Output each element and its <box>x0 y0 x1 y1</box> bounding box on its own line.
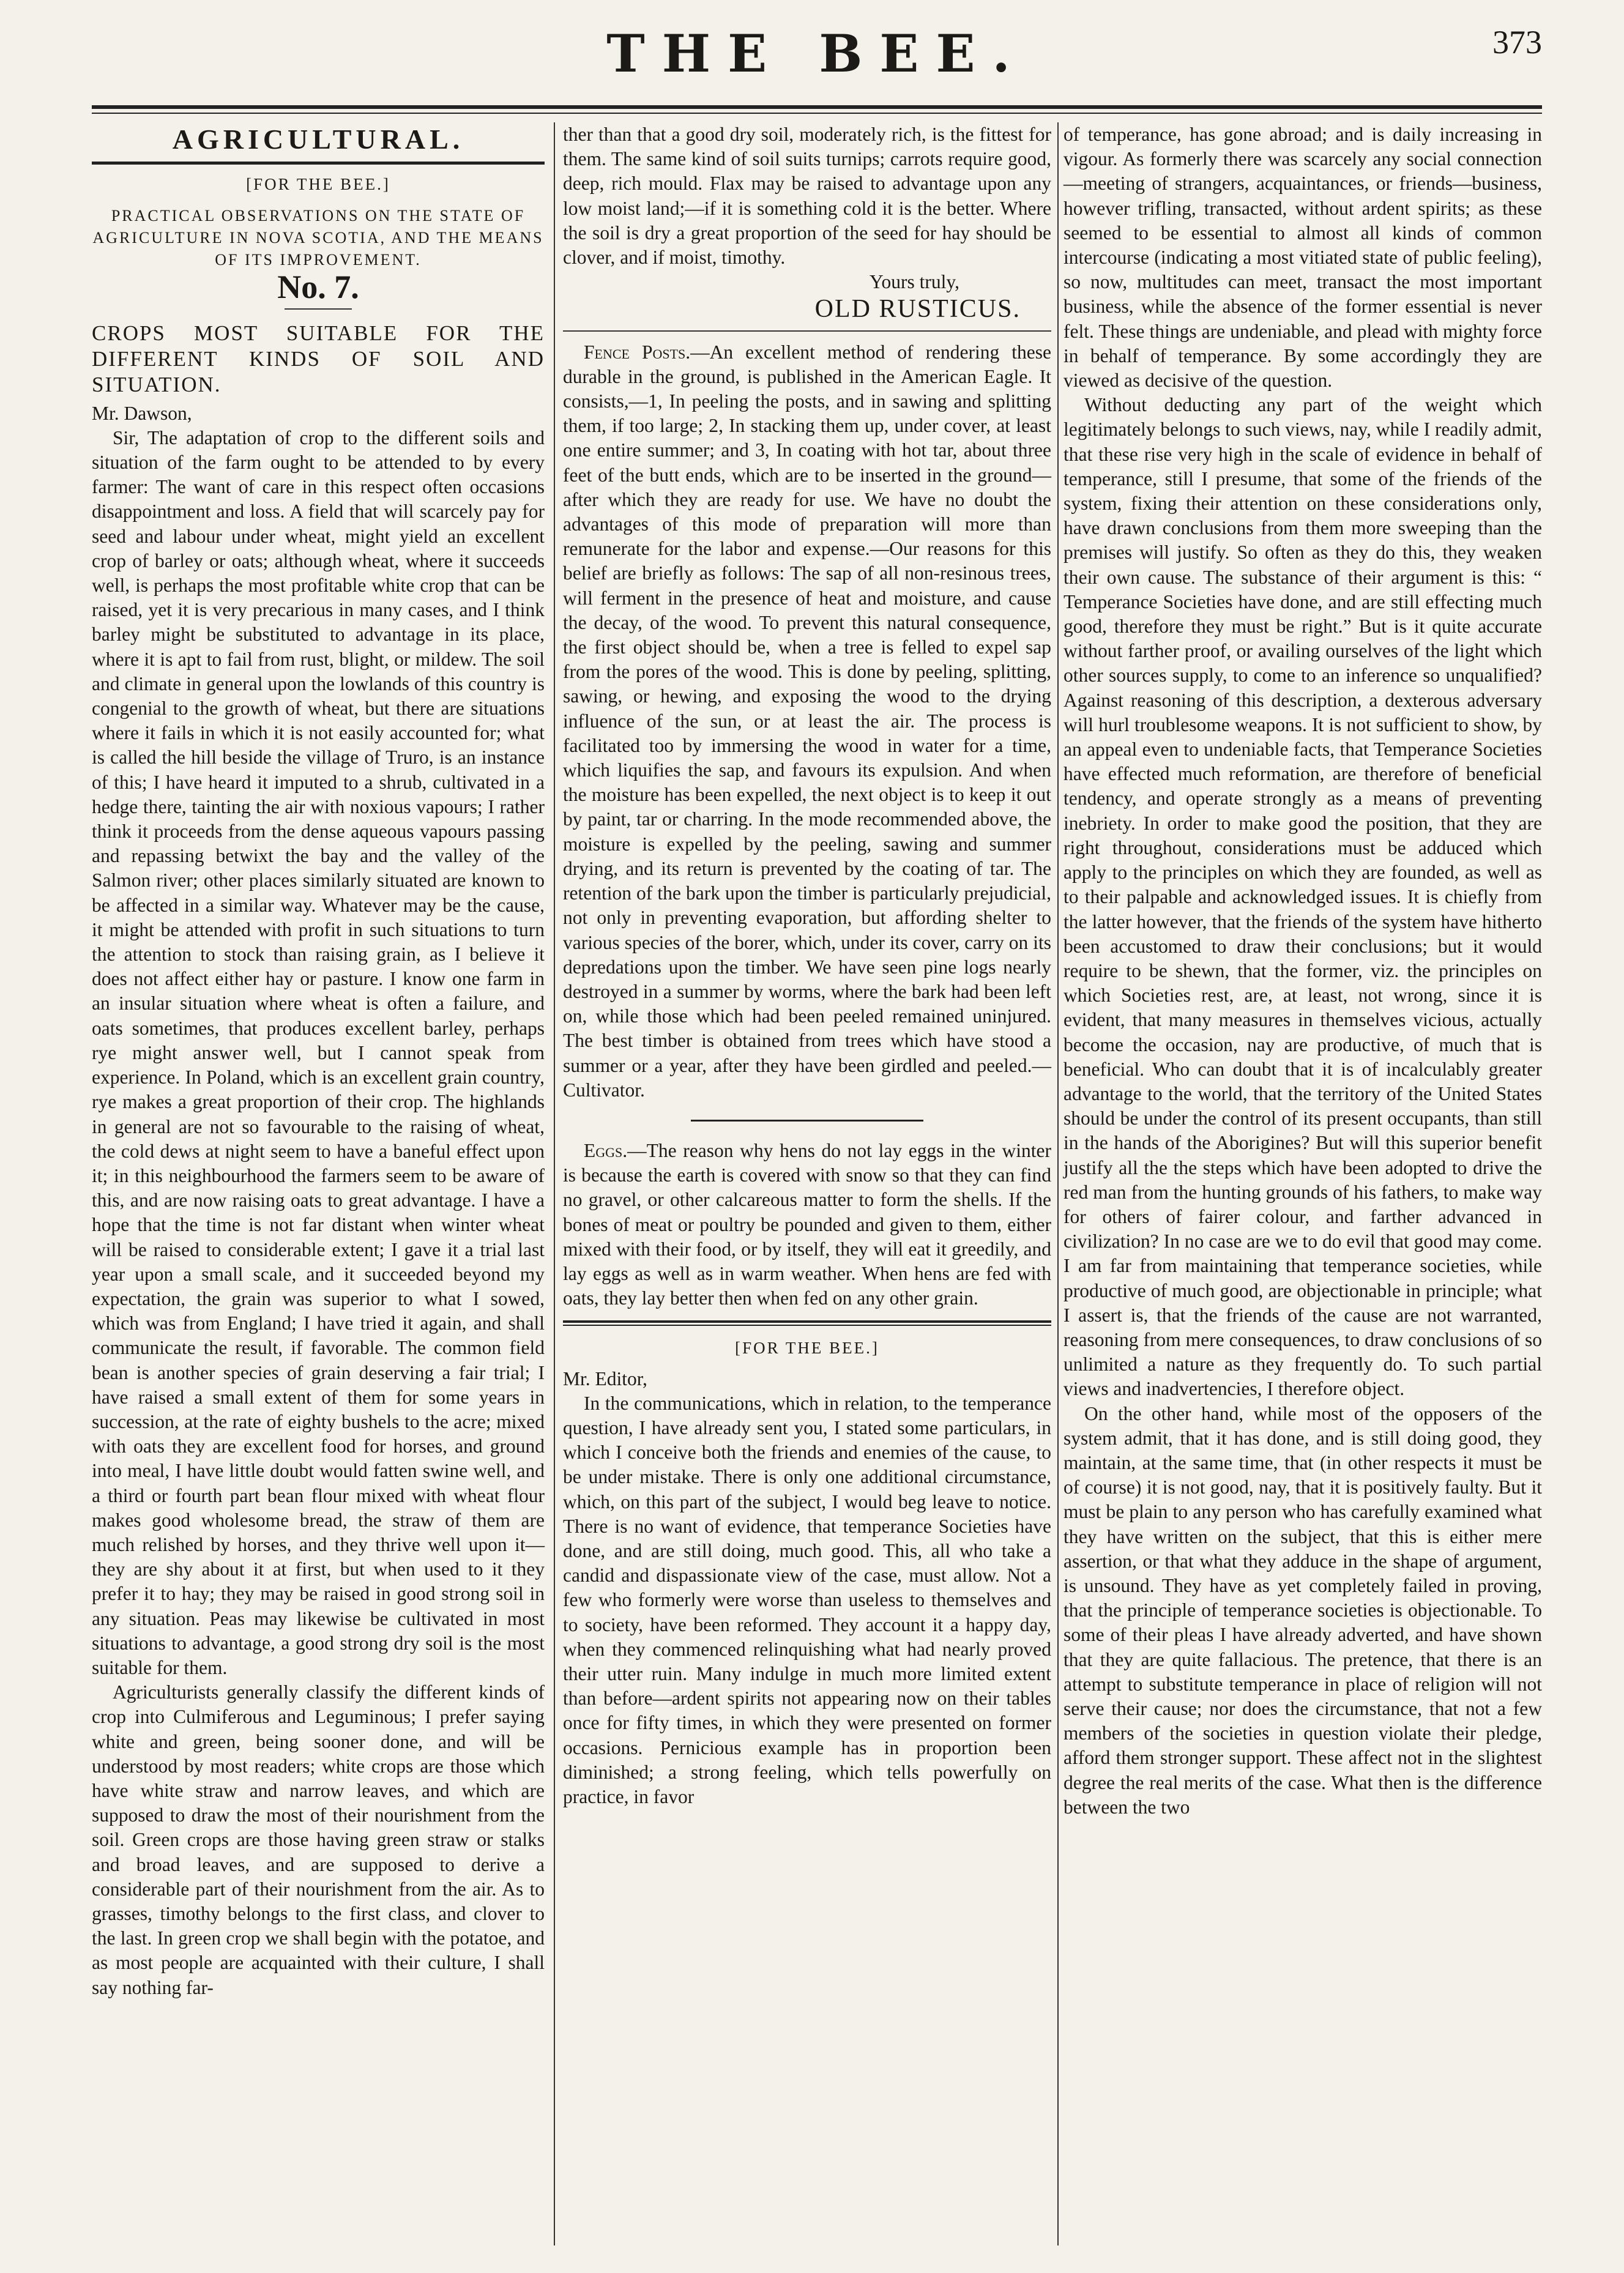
divider <box>691 1120 923 1122</box>
fence-posts-title: Fence Posts. <box>584 341 691 363</box>
for-the-bee-label: [FOR THE BEE.] <box>735 1339 879 1358</box>
article-heading: CROPS MOST SUITABLE FOR THE DIFFERENT KINDS OF SOIL AND SITUATION. <box>92 321 545 396</box>
paragraph: Agriculturists generally classify the different kinds of crop into Culmiferous and Leguminous; I prefer saying white and green, being sooner done, and will be understood by most readers; white crops are those which have white straw and narrow leaves, and which are supposed to draw the most of their nourishment from the soil. Green crops are those having green straw or stalks and broad leaves, and are supposed to derive a considerable part of their nourishment from the air. As to grasses, timothy belongs to the first class, and clover to the last. In green crop we shall begin with the potatoe, and as most people are acquainted with their culture, I shall say nothing far- <box>92 1681 545 1998</box>
divider <box>285 308 352 310</box>
eggs-title: Eggs. <box>584 1139 628 1161</box>
paragraph: ther than that a good dry soil, moderately rich, is the fittest for them. The same kind of soil suits turnips; carrots require good, deep, rich mould. Flax may be raised to advantage upon any low moist land;—if it is something cold it is the better. Where the soil is dry a great proportion of the seed for hay should be clover, and if moist, timothy. <box>563 124 1051 269</box>
paragraph: Sir, The adaptation of crop to the different soils and situation of the farm ought to be attended to by every farmer: The want of care in this respect often occasions disappointment and loss. A field that will scarcely pay for seed and labour under wheat, might yield an excellent crop of barley or oats; although wheat, where it succeeds well, is perhaps the most profitable white crop that can be raised, yet it is very precarious in many cases, and I think barley might be substituted to advantage in its place, where it is apt to fail from rust, blight, or mildew. The soil and climate in general upon the lowlands of this country is congenial to the growth of wheat, but there are situations where it fails in which it is not easily accounted for; what is called the hill beside the village of Truro, is an instance of this; I have heard it imputed to a shrub, cultivated in a hedge there, tainting the air with noxious vapours; I rather think it proceeds from the dense aqueous vapours passing and repassing betwixt the bay and the valley of the Salmon river; other places similarly situated are known to be affected in a similar way. Whatever may be the cause, it might be attended with profit in such situations to turn the attention to stock than raising grain, as I believe it does not affect either hay or pasture. I know one farm in an insular situation where wheat is often a failure, and oats sometimes, that produces excellent barley, perhaps rye might answer well, but I cannot speak from experience. In Poland, which is an excellent grain country, rye makes a great proportion of their crop. The highlands in general are not so favourable to the raising of wheat, the cold dews at night seem to have a baneful effect upon it; in this neighbourhood the farmers seem to be aware of this, and are now raising oats to great advantage. I have a hope that the time is not far distant when winter wheat will be raised to considerable extent; I gave it a trial last year upon a small scale, and it succeeded beyond my expectation, the grain was superior to what I sowed, which was from England; I have tried it again, and shall communicate the result, if favorable. The common field bean is another species of grain deserving a fair trial; I have raised a small extent of them for some years in succession, at the rate of eighty bushels to the acre; mixed with oats they are excellent food for horses, and ground into meal, I have little doubt would fatten swine well, and a third or fourth part bean flour mixed with wheat flour makes good wholesome bread, the straw of them are much relished by horses, and they thrive well upon it—they are shy about it at first, but when used to it they prefer it to hay; they may be raised in good strong soil in any situation. Peas may likewise be cultivated in most situations to advantage, a good strong dry soil is the most suitable for them. <box>92 426 545 1678</box>
masthead <box>92 11 1542 91</box>
closing: Yours truly, <box>869 271 959 293</box>
column-1 <box>92 122 545 2000</box>
section-rule <box>563 1320 1051 1326</box>
column-divider <box>1057 122 1059 2245</box>
paragraph: of temperance, has gone abroad; and is daily increasing in vigour. As formerly there was scarcely any social connection—meeting of strangers, acquaintances, or friends—business, however trifling, transacted, without ardent spirits; as these seemed to be essential to almost all kinds of common intercourse (indicating a most vitiated state of public feeling), so now, multitudes can meet, transact the most important business, while the absence of the former essential is never felt. These things are undeniable, and plead with mighty force in behalf of temperance. By some accordingly they are viewed as decisive of the question. <box>1063 124 1542 392</box>
article-number: No. 7. <box>277 269 359 306</box>
column-3 <box>1063 122 1542 1820</box>
eggs-text: —The reason why hens do not lay eggs in the winter is because the earth is covered with snow so that they can find no gravel, or other calcareous matter to form the shells. If the bones of meat or poultry be pounded and given to them, either mixed with their food, or by itself, they will eat it greedily, and lay eggs as well as in warm weather. When hens are fed with oats, they lay better then when fed on any other grain. <box>563 1139 1051 1309</box>
masthead-rule <box>92 105 1542 109</box>
page-number: 373 <box>1492 24 1542 61</box>
column-divider <box>554 122 555 2245</box>
department-heading: AGRICULTURAL. <box>172 124 464 155</box>
fence-posts-text: —An excellent method of rendering these durable in the ground, is published in the American Eagle. It consists,—1, In peeling the posts, and in sawing and splitting them, if too large; 2, In stacking them up, under cover, at least one entire summer; and 3, In coating with hot tar, about three feet of the butt ends, which are to be inserted in the ground—after which they are ready for use. We have no doubt the advantages of this mode of preparation will more than remunerate for the labor and expense.—Our reasons for this belief are briefly as follows: The sap of all non-resinous trees, will ferment in the presence of heat and moisture, and cause the decay, of the wood. To prevent this natural consequence, the first object should be, when a tree is felled to expel sap from the pores of the wood. This is done by peeling, splitting, sawing, or hewing, and exposing the wood to the drying influence of the sun, or at least the air. The process is facilitated too by immersing the wood in water for a time, which liquifies the sap, and favours its expulsion. And when the moisture has been expelled, the next object is to keep it out by paint, tar or charring. In the mode recommended above, the moisture is expelled by the peeling, sawing and summer drying, and its return is prevented by the coating of tar. The retention of the bark upon the timber is particularly prejudicial, not only in preventing evaporation, but affording shelter to various species of the borer, which, under its cover, carry on its depredations upon the timber. We have seen pine logs nearly destroyed in a summer by worms, where the bark had been left on, while those which had been peeled remained uninjured. The best timber is obtained from trees which have stood a summer or a year, after they have been girdled and peeled.—Cultivator. <box>563 341 1051 1101</box>
paragraph: On the other hand, while most of the opposers of the system admit, that it has done, and is still doing good, they maintain, at the same time, that (in other respects it must be of course) it is not good, nay, that it is positively faulty. But it must be plain to any person who has carefully examined what they have written on the subject, that this is either mere assertion, or that what they adduce in the shape of argument, is unsound. They have as yet completely failed in proving, that the principle of temperance societies is objectionable. To some of their pleas I have already adverted, and have shown that they are quite fallacious. The pretence, that there is an attempt to substitute temperance in place of religion will not serve their cause; nor does the circumstance, that not a few members of the societies in question violate their pledge, afford them stronger support. These affect not in the slightest degree the real merits of the case. What then is the difference between the two <box>1063 1402 1542 1818</box>
salutation: Mr. Dawson, <box>92 402 192 424</box>
paragraph: In the communications, which in relation, to the temperance question, I have already sent you, I stated some particulars, in which I conceive both the friends and enemies of the cause, to be under mistake. There is only one additional circumstance, which, on this part of the subject, I would beg leave to notice. There is no want of evidence, that temperance Societies have done, and are still doing, much good. This, all who take a candid and dispassionate view of the case, must allow. Not a few who formerly were worse than useless to themselves and to society, have been reformed. They account it a happy day, when they commenced relinquishing what had nearly proved their utter ruin. Many indulge in much more limited extent than before—ardent spirits not appearing now on their tables once for fifty times, in which they were presented on former occasions. Pernicious example has in proportion been diminished; a strong feeling, which tells powerfully on practice, in favor <box>563 1392 1051 1807</box>
newspaper-title: THE BEE. <box>606 23 1027 84</box>
series-title: PRACTICAL OBSERVATIONS ON THE STATE OF AGRICULTURE IN NOVA SCOTIA, AND THE MEANS OF ITS IMPROVEMENT. <box>92 207 544 269</box>
signature: OLD RUSTICUS. <box>814 295 1021 324</box>
masthead-rule-thin <box>92 113 1542 114</box>
divider <box>563 330 1051 332</box>
paragraph: Without deducting any part of the weight which legitimately belongs to such views, nay, while I readily admit, that these rise very high in the scale of evidence in behalf of temperance, still I presume, that some of the friends of the system, fixing their attention on these considerations only, have drawn conclusions from them more sweeping than the premises will justify. So often as they do this, they weaken their own cause. The substance of their argument is this: “ Temperance Societies have done, and are still effecting much good, therefore they must be right.” But is it quite accurate without farther proof, or availing ourselves of the light which other sources supply, to come to an inference so unqualified? Against reasoning of this description, a dexterous adversary will hurl troublesome weapons. It is not sufficient to show, by an appeal even to undeniable facts, that Temperance Societies have effected much reformation, are therefore of beneficial tendency, and operate strongly as a means of preventing inebriety. In order to make good the position, that they are right throughout, considerations must be adduced which apply to the principles on which they are founded, as well as to their palpable and acknowledged issues. It is chiefly from the latter however, that the friends of the system have hitherto been accustomed to draw their conclusions; but it would require to be shewn, that the former, viz. the principles on which Societies rest, are, at least, not wrong, since it is evident, that many measures in themselves vicious, actually become the occasion, nay are productive, of much that is beneficial. Who can doubt that it is of incalculably greater advantage to the world, that the territory of the United States should be under the control of its present occupants, than still in the hands of the Aborigines? But will this superior benefit justify all the the steps which have been adopted to drive the red man from the hunting grounds of his fathers, to make way for others of fairer colour, and farther advanced in civilization? In no case are we to do evil that good may come. I am far from maintaining that temperance societies, while productive of much good, are objectionable in principle; what I assert is, that the friends of the cause are not warranted, reasoning from mere consequences, to draw conclusions of so unlimited a nature as they frequently do. To such partial views and inadvertencies, I therefore object. <box>1063 394 1542 1400</box>
for-the-bee-label: [FOR THE BEE.] <box>246 175 390 194</box>
section-rule <box>92 162 545 165</box>
fence-posts-article <box>563 340 1051 1103</box>
salutation: Mr. Editor, <box>563 1367 647 1389</box>
column-2 <box>563 122 1051 1809</box>
eggs-article <box>563 1139 1051 1311</box>
